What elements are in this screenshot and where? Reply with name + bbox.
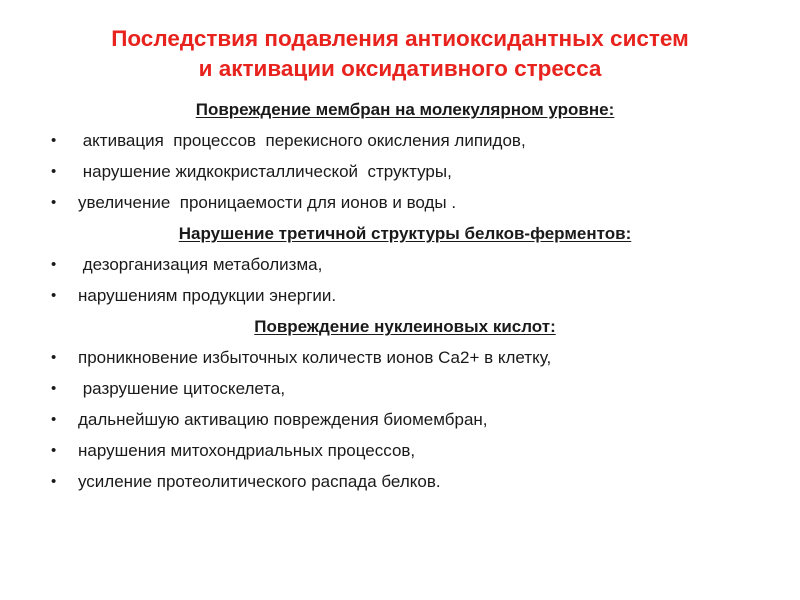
bullet-icon: • [51,194,57,211]
section-heading-nucleic-acids: Повреждение нуклеиновых кислот: [254,317,556,336]
bullet-icon: • [51,411,57,428]
list-item-text: нарушениям продукции энергии. [78,286,337,305]
list-item-text: дезорганизация метаболизма, [78,255,323,274]
slide-title-line-1: Последствия подавления антиоксидантных систем [111,26,689,51]
list-item [0,466,800,497]
list-item [0,342,800,373]
list-item [0,125,800,156]
section-heading-membranes: Повреждение мембран на молекулярном уровне: [195,100,615,119]
slide-content [0,94,800,497]
bullet-icon: • [51,132,57,149]
bullet-icon: • [51,380,57,397]
list-item [0,156,800,187]
section-list-membranes [0,125,800,218]
bullet-icon: • [51,442,57,459]
list-item-text: нарушения митохондриальных процессов, [78,441,416,460]
bullet-icon: • [51,163,57,180]
list-item [0,373,800,404]
list-item [0,280,800,311]
list-item-text: проникновение избыточных количеств ионов Са2+ в клетку, [78,348,552,367]
list-item [0,435,800,466]
list-item-text: нарушение жидкокристаллической структуры, [78,162,452,181]
bullet-icon: • [51,287,57,304]
list-item [0,404,800,435]
list-item-text: усиление протеолитического распада белков. [78,472,441,491]
list-item-text: увеличение проницаемости для ионов и воды . [78,193,457,212]
section-list-proteins [0,249,800,311]
list-item [0,187,800,218]
slide-title-line-2: и активации оксидативного стресса [198,56,602,81]
section-list-nucleic-acids [0,342,800,497]
section-heading-proteins: Нарушение третичной структуры белков-ферментов: [178,224,632,243]
bullet-icon: • [51,256,57,273]
list-item-text: разрушение цитоскелета, [78,379,286,398]
list-item-text: дальнейшую активацию повреждения биомембран, [78,410,488,429]
bullet-icon: • [51,349,57,366]
list-item [0,249,800,280]
bullet-icon: • [51,473,57,490]
slide-title [0,24,800,84]
list-item-text: активация процессов перекисного окисления липидов, [78,131,526,150]
